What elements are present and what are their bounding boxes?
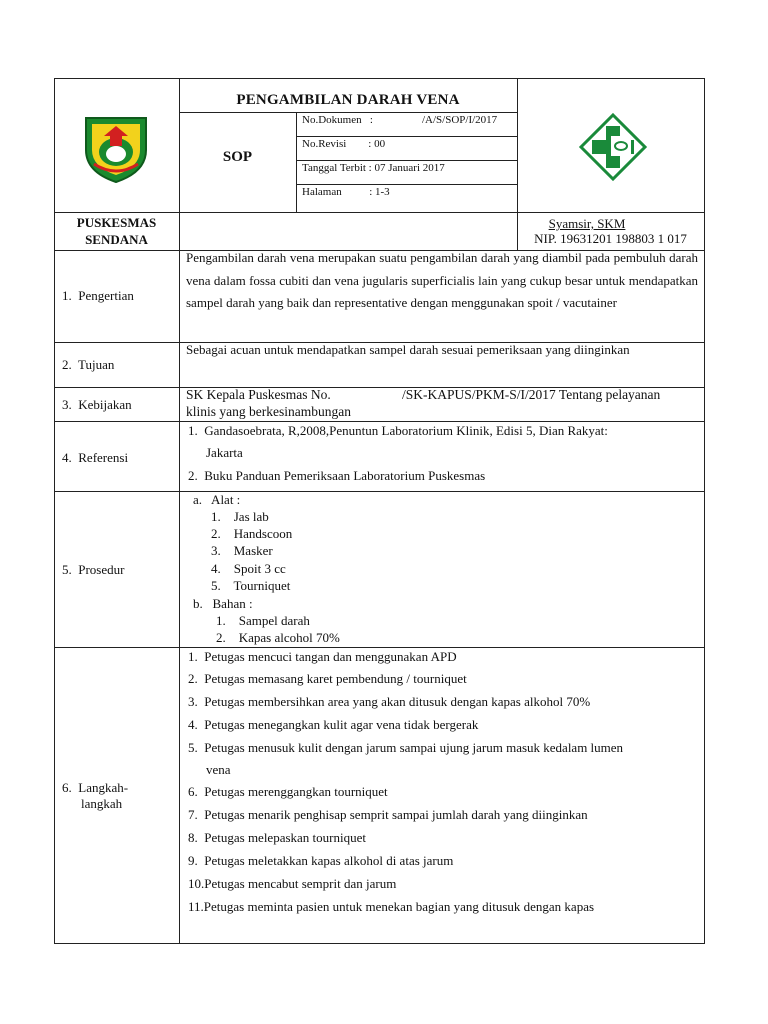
label-kebijakan: 3. Kebijakan <box>62 397 132 412</box>
step-item: 3. Petugas membersihkan area yang akan ditusuk dengan kapas alkohol 70% <box>188 694 591 709</box>
step-item: 9. Petugas meletakkan kapas alkohol di atas jarum <box>188 853 454 868</box>
alat-heading: a. Alat : <box>193 492 241 507</box>
step-item: 2. Petugas memasang karet pembendung / tourniquet <box>188 671 467 686</box>
kebijakan-line2: klinis yang berkesinambungan <box>186 404 351 419</box>
signer-nip: NIP. 19631201 198803 1 017 <box>534 231 687 246</box>
step-item: 6. Petugas merenggangkan tourniquet <box>188 784 388 799</box>
step-item-continuation: vena <box>206 762 231 777</box>
frame-right <box>704 78 705 944</box>
revision-number: No.Revisi : 00 <box>302 138 386 150</box>
org-name-line2: SENDANA <box>85 232 148 247</box>
bahan-item: 2. Kapas alcohol 70% <box>216 630 340 645</box>
step-item: 8. Petugas melepaskan tourniquet <box>188 830 366 845</box>
bahan-item: 1. Sampel darah <box>216 613 310 628</box>
alat-item: 3. Masker <box>211 543 273 558</box>
label-referensi: 4. Referensi <box>62 450 129 465</box>
org-name-line1: PUSKESMAS <box>76 215 157 230</box>
label-tujuan: 2. Tujuan <box>62 357 115 372</box>
label-pengertian: 1. Pengertian <box>62 288 134 303</box>
label-prosedur: 5. Prosedur <box>62 562 125 577</box>
text-pengertian: Pengambilan darah vena merupakan suatu pengambilan darah yang diambil pada pembuluh darah vena dalam fossa cubiti dan vena jugularis superficialis lain yang cukup besar untuk mendapatkan sampel darah yang baik dan representative dengan menggunakan spoit / vacutainer <box>186 250 698 311</box>
kebijakan-line1-right: /SK-KAPUS/PKM-S/I/2017 Tentang pelayanan <box>402 387 661 402</box>
step-item: 11.Petugas meminta pasien untuk menekan bagian yang ditusuk dengan kapas <box>188 899 595 914</box>
frame-left <box>54 78 55 944</box>
step-item: 7. Petugas menarik penghisap semprit sampai jumlah darah yang diinginkan <box>188 807 588 822</box>
referensi-item1-line1: 1. Gandasoebrata, R,2008,Penuntun Laboratorium Klinik, Edisi 5, Dian Rakyat: <box>188 423 608 438</box>
frame-top <box>54 78 705 79</box>
doc-number-value: /A/S/SOP/I/2017 <box>422 114 498 126</box>
label-langkah-line2: langkah <box>81 796 123 811</box>
sop-label: SOP <box>222 149 253 165</box>
frame-bottom <box>54 943 705 944</box>
issue-date: Tanggal Terbit : 07 Januari 2017 <box>302 162 445 174</box>
document-title: PENGAMBILAN DARAH VENA <box>236 92 460 108</box>
alat-item: 2. Handscoon <box>211 526 293 541</box>
step-item: 10.Petugas mencabut semprit dan jarum <box>188 876 397 891</box>
kebijakan-line1-left: SK Kepala Puskesmas No. <box>186 387 331 402</box>
referensi-item2: 2. Buku Panduan Pemeriksaan Laboratorium Puskesmas <box>188 468 486 483</box>
alat-item: 4. Spoit 3 cc <box>211 561 286 576</box>
doc-number-label: No.Dokumen : <box>302 114 373 126</box>
label-langkah-line1: 6. Langkah- <box>62 780 129 795</box>
alat-item: 5. Tourniquet <box>211 578 291 593</box>
step-item: 5. Petugas menusuk kulit dengan jarum sampai ujung jarum masuk kedalam lumen <box>188 740 624 755</box>
referensi-item1-line2: Jakarta <box>206 445 243 460</box>
puskesmas-logo <box>578 112 648 182</box>
text-tujuan: Sebagai acuan untuk mendapatkan sampel darah sesuai pemeriksaan yang diinginkan <box>186 342 630 357</box>
step-item: 4. Petugas menegangkan kulit agar vena tidak bergerak <box>188 717 479 732</box>
signer-name: Syamsir, SKM <box>548 216 626 231</box>
page-info: Halaman : 1-3 <box>302 186 390 198</box>
alat-item: 1. Jas lab <box>211 509 269 524</box>
step-item: 1. Petugas mencuci tangan dan menggunakan APD <box>188 649 457 664</box>
bahan-heading: b. Bahan : <box>193 596 253 611</box>
regional-emblem-logo <box>80 112 152 184</box>
